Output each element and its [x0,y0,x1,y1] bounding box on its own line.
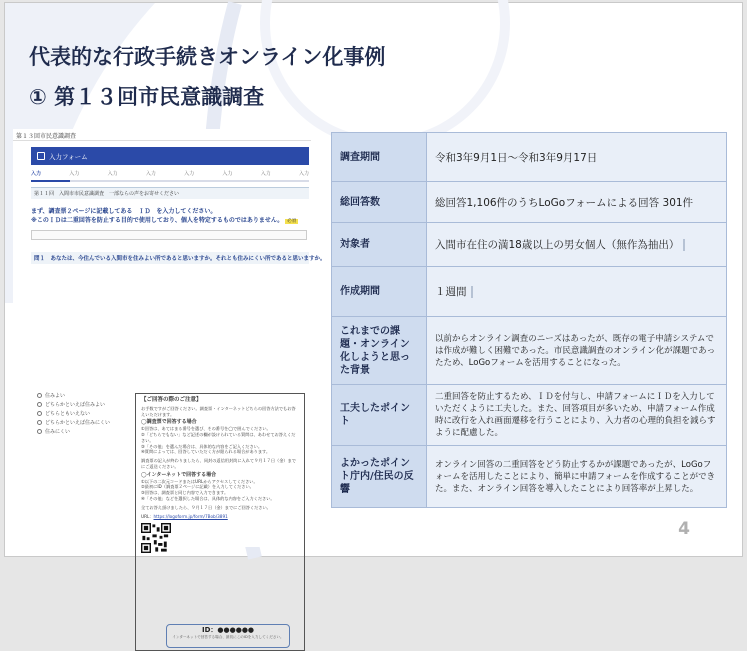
survey-form-screenshot [13,129,326,639]
table-row [332,317,727,385]
row-value: 令和3年9月1日～令和3年9月17日 [427,133,727,182]
option-label: 住みにくい [45,429,71,435]
form-steps [31,170,309,177]
option-item[interactable] [37,391,127,400]
notice-item: ②「どちらでもない」など記述の欄が設けられている質問は、あわせてお答えください。 [141,431,296,443]
question-1: 問１ あなたは、今住んでいる入間市を住みよい所であると思いますか。それとも住みにくい所であると思いますか。 [31,252,309,264]
option-item[interactable] [37,418,127,427]
row-value: 総回答1,106件のうちLoGoフォームによる回答 301件 [427,182,727,223]
notice-deadline-internet: 全てお答え頂けましたら、９月１７日（金）までにご回答ください。 [141,504,271,510]
notice-title: 【ご回答の際のご注意】 [141,397,202,403]
survey-notice-image [135,393,305,651]
form-section-title: 第１１回 入間市市民意識調査 一部ならの声をお寄せください [31,187,309,199]
text-cursor-icon [471,286,473,298]
form-id-instruction-line1: まず、調査票２ページに記載してある ＩＤ を入力してください。 [31,208,217,215]
row-value: 以前からオンライン調査のニーズはあったが、既存の電子申請システムでは作成が難しく困難であった。市民意識調査のオンライン化が課題であったため、LoGoフォームを活用することになった。 [427,317,727,385]
row-key: 総回答数 [332,182,427,223]
form-step[interactable]: 入力 [184,171,195,177]
case-info-table [331,132,727,508]
table-row [332,446,727,508]
row-value: オンライン回答の二重回答をどう防止するかが課題であったが、LoGoフォームを活用したことにより、簡単に申請フォームを作成することができた。また、オンライン回答を導入したことにより回答率が上昇した。 [427,446,727,508]
option-item[interactable] [37,400,127,409]
id-input[interactable] [31,230,307,240]
option-label: どちらともいえない [45,411,91,417]
notice-item: ④「その他」などを選択した場合は、具体的な内容をご入力ください。 [141,495,275,501]
id-box [166,624,290,648]
radio-icon[interactable] [37,402,42,407]
table-row [332,385,727,446]
form-progress-bar [31,180,309,182]
row-key: 対象者 [332,223,427,267]
form-id-instruction [31,207,309,226]
option-item[interactable] [37,427,127,436]
form-step[interactable]: 入力 [31,171,42,177]
row-value: 二重回答を防止するため、ＩＤを付与し、申請フォームにＩＤを入力していただくように工夫した。また、回答項目が多いため、申請フォーム作成時に改行を入れ画面遷移を行うことにより、入力者の心理的負担を減らすように配慮した。 [427,385,727,446]
option-label: どちらかといえば住みよい [45,402,106,408]
form-icon [37,152,45,160]
table-row [332,133,727,182]
row-key: よかったポイント庁内/住民の反響 [332,446,427,508]
form-page-title: 第１３回市民意識調査 [13,129,311,141]
id-value: ID：●●●●●● [201,626,255,634]
row-key: 工夫したポイント [332,385,427,446]
id-note: インターネットで回答する場合、最初にこのIDを入力してください。 [172,634,284,639]
row-value-with-cursor [427,223,727,267]
row-key: これまでの課題・オンライン化しようと思った背景 [332,317,427,385]
radio-icon[interactable] [37,411,42,416]
row-value: １週間 [435,286,467,298]
notice-item: ③「その他」を選んだ場合は、具体的な内容をご記入ください。 [141,443,263,449]
row-key: 調査期間 [332,133,427,182]
option-item[interactable] [37,409,127,418]
form-step[interactable]: 入力 [107,171,118,177]
option-label: 住みよい [45,393,66,399]
form-step[interactable]: 入力 [298,171,309,177]
form-step[interactable]: 入力 [145,171,156,177]
survey-url-link[interactable]: https://logoform.jp/form/7Bob/3891 [153,513,228,519]
notice-item: ①回答は、あてはまる番号を選び、その番号を◯で囲んでください。 [141,426,271,432]
form-id-instruction-line2: ※このＩＤは二重回答を防止する目的で使用しており、個人を特定するものではありません。 [31,217,284,224]
slide [4,2,743,639]
notice-heading-internet: ◯インターネットで回答する場合 [141,471,217,478]
table-row [332,267,727,317]
text-cursor-icon [683,239,685,251]
option-label: どちらかといえば住みにくい [45,420,111,426]
notice-deadline: 調査票の記入が終わりましたら、同封の返信用封筒に入れて９月１７日（金）までにご返送ください。 [141,458,296,469]
table-row [332,223,727,267]
row-value-with-cursor [427,267,727,317]
slide-subtitle: ① 第１３回市民意識調査 [29,85,265,109]
row-value: 入間市在住の満18歳以上の男女個人（無作為抽出） [435,239,680,251]
notice-item: ②最初にID（調査票２ページに記載）を入力してください。 [141,484,254,490]
form-header-label: 入力フォーム [49,152,88,161]
notice-item: ③回答は、調査票と同じ内容で入力できます。 [141,490,229,496]
form-step[interactable]: 入力 [260,171,271,177]
notice-item: ①以下の二次元コードまたはURLからアクセスしてください。 [141,478,258,484]
form-step[interactable]: 入力 [222,171,233,177]
table-row [332,182,727,223]
notice-intro: お手数ですがご回答ください。調査票・インターネットどちらの回答方法でもお答えいただけます。 [141,405,296,417]
notice-heading-paper: ◯調査票で回答する場合 [141,419,197,426]
form-step[interactable]: 入力 [69,171,80,177]
radio-icon[interactable] [37,429,42,434]
notice-item: ④質問によっては、回答していただく方が限られる場合があります。 [141,449,271,455]
slide-title: 代表的な行政手続きオンライン化事例 [29,45,386,69]
row-key: 作成期間 [332,267,427,317]
required-badge: 必須 [287,219,297,224]
url-label: URL： [141,513,154,519]
radio-icon[interactable] [37,393,42,398]
page-number: 4 [678,519,690,539]
qr-code-icon [141,523,171,553]
form-header [31,147,309,165]
question-1-options [37,391,127,436]
radio-icon[interactable] [37,420,42,425]
